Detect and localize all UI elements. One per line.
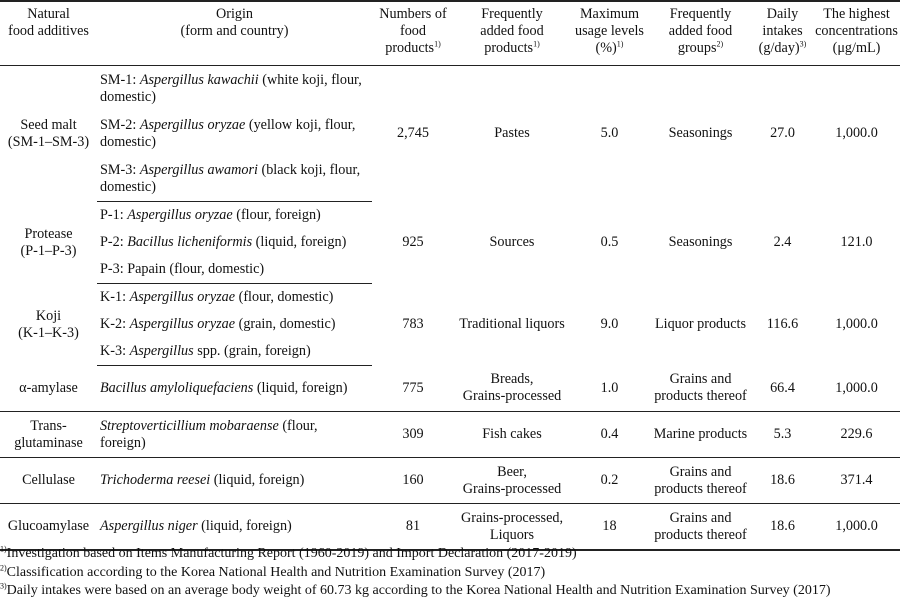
food-products-cell-value: Pastes [494, 125, 530, 142]
origin-species: Trichoderma reesei [100, 472, 211, 488]
highest-concentration-cell-value: 1,000.0 [835, 518, 878, 534]
footnote-ref: 2) [716, 39, 724, 49]
additive-name: Koji (K-1–K-3) [18, 307, 79, 341]
food-groups-cell-value: Marine products [653, 426, 748, 442]
highest-concentration-cell-value: 371.4 [840, 472, 873, 488]
column-header [97, 1, 372, 66]
origin-cell [97, 366, 372, 412]
max-usage-cell-value: 1.0 [600, 379, 619, 396]
additive-name-cell [0, 412, 97, 458]
highest-concentration-cell [813, 284, 900, 366]
footnote-text: Investigation based on Items Manufacturing Report (1960-2019) and Import Declaration (2017-2019) [6, 546, 577, 561]
origin-cell [97, 229, 372, 256]
additive-name: Cellulase [22, 472, 75, 488]
column-header-label: Daily intakes (g/day) [758, 6, 803, 56]
highest-concentration-cell [813, 504, 900, 551]
origin-rest: (flour, foreign) [232, 207, 321, 223]
products-count-cell-value: 309 [402, 426, 424, 442]
origin-cell [97, 458, 372, 504]
products-count-cell [372, 412, 454, 458]
daily-intake-cell [752, 412, 813, 458]
highest-concentration-cell [813, 66, 900, 202]
daily-intake-cell [752, 504, 813, 551]
food-products-cell-value: Fish cakes [482, 426, 542, 442]
column-header [454, 1, 570, 66]
column-header-label: Frequently added food products [480, 6, 544, 56]
daily-intake-cell-value: 66.4 [770, 379, 795, 396]
additive-name: Trans- glutaminase [14, 417, 83, 451]
food-products-cell [454, 366, 570, 412]
daily-intake-cell [752, 458, 813, 504]
products-count-cell [372, 284, 454, 366]
footnote [0, 545, 900, 564]
column-header-label: Origin (form and country) [180, 6, 289, 39]
highest-concentration-cell [813, 366, 900, 412]
max-usage-cell [570, 458, 649, 504]
origin-rest: (flour, domestic) [165, 261, 265, 277]
max-usage-cell-value: 5.0 [600, 125, 619, 142]
products-count-cell [372, 66, 454, 202]
max-usage-cell-value: 0.2 [600, 472, 619, 488]
daily-intake-cell-value: 18.6 [770, 472, 795, 488]
daily-intake-cell-value: 18.6 [770, 518, 795, 534]
origin-species: Aspergillus oryzae [129, 289, 236, 305]
column-header-label: Frequently added food groups [668, 6, 733, 56]
origin-rest: (liquid, foreign) [252, 234, 347, 250]
daily-intake-cell-value: 5.3 [773, 426, 792, 442]
products-count-cell-value: 81 [405, 518, 421, 534]
highest-concentration-cell-value: 1,000.0 [835, 125, 878, 142]
food-products-cell [454, 412, 570, 458]
products-count-cell-value: 775 [402, 379, 424, 396]
max-usage-cell [570, 504, 649, 551]
max-usage-cell-value: 9.0 [600, 316, 619, 332]
origin-cell [97, 202, 372, 230]
origin-cell [97, 338, 372, 366]
food-products-cell [454, 504, 570, 551]
column-header-label: Maximum usage levels (%) [575, 6, 644, 56]
origin-code: SM-3: [100, 161, 140, 178]
daily-intake-cell [752, 66, 813, 202]
origin-cell [97, 156, 372, 202]
origin-cell [97, 311, 372, 338]
food-products-cell-value: Sources [489, 234, 535, 250]
origin-cell [97, 256, 372, 284]
origin-species: Aspergillus oryzae [127, 207, 233, 223]
highest-concentration-cell-value: 1,000.0 [835, 316, 878, 332]
additive-name: Glucoamylase [7, 518, 90, 534]
origin-cell [97, 412, 372, 458]
origin-rest: (black koji, flour, domestic) [100, 161, 361, 195]
column-header-label: Natural food additives [8, 6, 89, 39]
food-products-cell [454, 458, 570, 504]
food-groups-cell-value: Grains and products thereof [654, 371, 747, 405]
origin-species: Streptoverticillium mobaraense [100, 417, 279, 434]
column-header [570, 1, 649, 66]
highest-concentration-cell-value: 229.6 [840, 426, 873, 442]
origin-rest: spp. (grain, foreign) [193, 343, 311, 359]
footnote [0, 582, 900, 601]
additive-name-cell [0, 504, 97, 554]
column-header-label: The highest concentrations (μg/mL) [815, 6, 898, 56]
origin-cell [97, 284, 372, 312]
column-header [372, 1, 454, 66]
origin-code: K-2: [100, 316, 130, 332]
max-usage-cell [570, 284, 649, 366]
footnote [0, 564, 900, 583]
table-header-row [0, 1, 900, 66]
food-groups-cell [649, 458, 752, 504]
footnotes [0, 545, 900, 601]
food-groups-cell [649, 284, 752, 366]
table-row [0, 66, 900, 112]
food-products-cell-value: Traditional liquors [459, 316, 565, 332]
additive-name: α-amylase [19, 379, 78, 396]
max-usage-cell [570, 412, 649, 458]
daily-intake-cell-value: 116.6 [766, 316, 799, 332]
highest-concentration-cell [813, 458, 900, 504]
origin-rest: (liquid, foreign) [253, 380, 348, 396]
additive-name-cell [0, 66, 97, 202]
origin-cell [97, 504, 372, 551]
food-groups-cell [649, 66, 752, 202]
origin-rest: (flour, domestic) [235, 289, 334, 305]
footnote-mark: 3) [0, 581, 7, 591]
origin-species: Bacillus amyloliquefaciens [100, 380, 254, 396]
origin-code: P-1: [100, 207, 128, 223]
products-count-cell [372, 504, 454, 551]
food-products-cell [454, 284, 570, 366]
origin-rest: (yellow koji, flour, domestic) [100, 116, 356, 150]
origin-code: K-3: [100, 343, 130, 359]
origin-rest: (white koji, flour, domestic) [100, 71, 362, 105]
daily-intake-cell [752, 284, 813, 366]
food-products-cell [454, 66, 570, 202]
footnote-ref: 3) [799, 39, 807, 49]
max-usage-cell [570, 66, 649, 202]
max-usage-cell [570, 202, 649, 284]
table-row [0, 458, 900, 504]
products-count-cell-value: 925 [402, 234, 424, 250]
origin-species: Aspergillus oryzae [129, 316, 236, 332]
column-header-label: Numbers of food products [379, 6, 447, 56]
origin-code: SM-2: [100, 116, 140, 133]
origin-code: P-3: Papain [100, 261, 166, 277]
table-row [0, 412, 900, 458]
footnote-ref: 1) [434, 39, 441, 49]
food-products-cell-value: Grains-processed, Liquors [460, 509, 564, 543]
additive-name-cell [0, 458, 97, 504]
origin-species: Bacillus licheniformis [127, 234, 253, 250]
max-usage-cell-value: 0.4 [600, 426, 619, 442]
footnote-mark: 1) [0, 544, 7, 554]
footnote-ref: 1) [616, 39, 624, 49]
food-groups-cell [649, 366, 752, 412]
products-count-cell-value: 160 [402, 472, 424, 488]
products-count-cell [372, 366, 454, 412]
food-groups-cell [649, 202, 752, 284]
food-groups-cell [649, 504, 752, 551]
daily-intake-cell-value: 27.0 [770, 125, 795, 142]
origin-species: Aspergillus oryzae [139, 116, 246, 133]
footnote-mark: 2) [0, 562, 7, 572]
footnote-text: Daily intakes were based on an average body weight of 60.73 kg according to the Korea National Health and Nutrition Examination Survey (2017) [6, 583, 831, 598]
additive-name: Protease (P-1–P-3) [20, 225, 77, 259]
food-groups-cell [649, 412, 752, 458]
max-usage-cell-value: 0.5 [600, 234, 619, 250]
products-count-cell-value: 2,745 [397, 125, 429, 142]
highest-concentration-cell [813, 202, 900, 284]
daily-intake-cell [752, 202, 813, 284]
additive-name-cell [0, 284, 97, 366]
highest-concentration-cell [813, 412, 900, 458]
food-groups-cell-value: Seasonings [668, 125, 733, 142]
origin-rest: (grain, domestic) [235, 316, 336, 332]
origin-code: P-2: [100, 234, 128, 250]
column-header [0, 1, 97, 66]
column-header [649, 1, 752, 66]
column-header [813, 1, 900, 66]
daily-intake-cell [752, 366, 813, 412]
food-products-cell [454, 202, 570, 284]
food-groups-cell-value: Grains and products thereof [654, 463, 747, 497]
origin-cell [97, 66, 372, 112]
footnote-text: Classification according to the Korea National Health and Nutrition Examination Survey (2017) [6, 564, 546, 580]
origin-species: Aspergillus niger [100, 518, 198, 534]
highest-concentration-cell-value: 121.0 [840, 234, 873, 250]
additive-name-cell [0, 202, 97, 284]
origin-rest: (liquid, foreign) [197, 518, 292, 534]
daily-intake-cell-value: 2.4 [773, 234, 792, 250]
additive-name: Seed malt (SM-1–SM-3) [7, 116, 90, 150]
origin-rest: (liquid, foreign) [210, 472, 305, 488]
table-row [0, 202, 900, 230]
table-row [0, 366, 900, 412]
origin-species: Aspergillus awamori [139, 161, 258, 178]
products-count-cell [372, 202, 454, 284]
food-groups-cell-value: Grains and products thereof [654, 509, 747, 543]
origin-cell [97, 111, 372, 156]
food-groups-cell-value: Liquor products [654, 316, 747, 332]
food-products-cell-value: Beer, Grains-processed [462, 463, 562, 497]
highest-concentration-cell-value: 1,000.0 [835, 379, 878, 396]
food-products-cell-value: Breads, Grains-processed [462, 371, 562, 405]
additive-name-cell [0, 366, 97, 412]
origin-rest: (flour, foreign) [100, 417, 318, 451]
origin-species: Aspergillus kawachii [139, 71, 259, 88]
origin-species: Aspergillus [129, 343, 194, 359]
products-count-cell-value: 783 [402, 316, 424, 332]
origin-code: SM-1: [100, 71, 140, 88]
column-header [752, 1, 813, 66]
max-usage-cell [570, 366, 649, 412]
table-row [0, 504, 900, 551]
products-count-cell [372, 458, 454, 504]
footnote-ref: 1) [533, 39, 540, 49]
origin-code: K-1: [100, 289, 130, 305]
table-row [0, 284, 900, 312]
food-groups-cell-value: Seasonings [668, 234, 733, 250]
max-usage-cell-value: 18 [602, 518, 617, 534]
